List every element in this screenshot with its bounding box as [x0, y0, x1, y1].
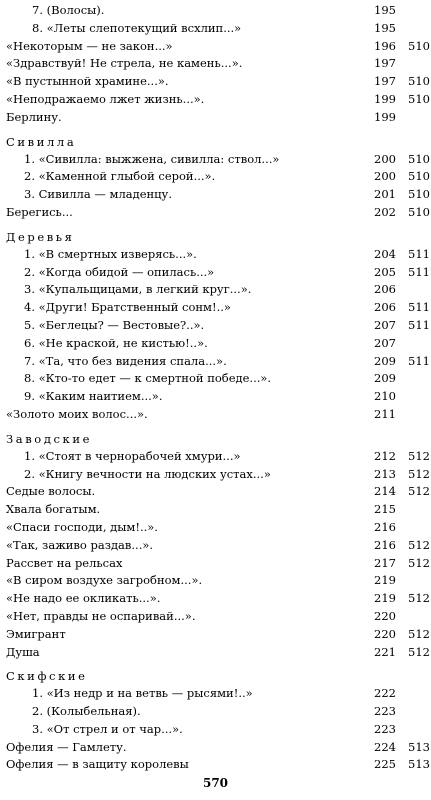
toc-entry [6, 186, 430, 204]
entry-title: 3. Сивилла — младенцу. [24, 187, 172, 202]
entry-page: 196 [374, 38, 396, 53]
entry-title: 3. «Купальщицами, в легкий круг...». [24, 282, 252, 297]
entry-title: 2. «Каменной глыбой серой...». [24, 169, 216, 184]
entry-note-page: 510 [408, 204, 430, 219]
entry-title: 1. «Сивилла: выжжена, сивилла: ствол...» [24, 151, 280, 166]
section-title: Деревья [6, 229, 75, 244]
entry-title: «Не надо ее окликать...». [6, 591, 161, 606]
entry-page: 209 [374, 353, 396, 368]
toc-entry [6, 109, 425, 127]
section-heading [6, 127, 425, 151]
entry-note-page: 510 [408, 187, 430, 202]
toc-entry [6, 91, 430, 109]
entry-page: 206 [374, 282, 396, 297]
toc-entry [6, 739, 430, 757]
entry-page: 223 [374, 721, 396, 736]
toc-entry [6, 448, 430, 466]
entry-page: 214 [374, 484, 396, 499]
toc-entry [6, 644, 430, 662]
section-title: Заводские [6, 431, 92, 446]
page-number: 570 [202, 776, 229, 790]
entry-note-page: 512 [408, 626, 430, 641]
entry-page: 210 [374, 389, 396, 404]
entry-note-page: 511 [408, 264, 430, 279]
entry-page: 225 [374, 757, 396, 772]
entry-title: Офелия — Гамлету. [6, 739, 127, 754]
entry-title: 7. «Та, что без видения спала...». [24, 353, 227, 368]
toc-entry [6, 168, 430, 186]
toc-entry [6, 73, 430, 91]
entry-note-page: 511 [408, 317, 430, 332]
entry-note-page: 512 [408, 484, 430, 499]
entry-title: «В сиром воздухе загробном...». [6, 573, 203, 588]
entry-note-page: 513 [408, 757, 430, 772]
entry-note-page: 512 [408, 448, 430, 463]
section-heading [6, 661, 425, 685]
entry-page: 215 [374, 502, 396, 517]
toc-entry [6, 353, 430, 371]
toc-entry [6, 590, 430, 608]
toc-entry [6, 572, 425, 590]
entry-page: 213 [374, 466, 396, 481]
entry-title: 6. «Не краской, не кистью!..». [24, 335, 208, 350]
entry-page: 201 [374, 187, 396, 202]
entry-title: 1. «В смертных изверясь...». [24, 246, 197, 261]
table-of-contents [6, 2, 430, 774]
entry-title: Хвала богатым. [6, 502, 101, 517]
toc-entry [6, 2, 425, 20]
entry-title: Рассвет на рельсах [6, 555, 123, 570]
toc-entry [6, 519, 425, 537]
toc-entry [6, 55, 425, 73]
entry-page: 207 [374, 335, 396, 350]
entry-title: 7. (Волосы). [32, 3, 105, 17]
entry-page: 216 [374, 519, 396, 534]
entry-note-page: 510 [408, 74, 430, 89]
section-heading [6, 424, 425, 448]
entry-title: Офелия — в защиту королевы [6, 757, 189, 772]
toc-entry [6, 388, 425, 406]
entry-page: 200 [374, 169, 396, 184]
entry-page: 216 [374, 537, 396, 552]
toc-entry [6, 20, 425, 38]
entry-title: «В пустынной храмине...». [6, 74, 169, 89]
section-heading [6, 222, 425, 246]
entry-page: 206 [374, 300, 396, 315]
entry-page: 220 [374, 626, 396, 641]
entry-title: «Некоторым — не закон...» [6, 38, 173, 53]
section-title: Сивилла [6, 134, 77, 149]
entry-page: 195 [374, 3, 396, 17]
entry-page: 205 [374, 264, 396, 279]
entry-page: 209 [374, 371, 396, 386]
entry-note-page: 510 [408, 91, 430, 106]
section-title: Скифские [6, 669, 88, 684]
toc-entry [6, 264, 430, 282]
entry-title: Седые волосы. [6, 484, 96, 499]
entry-page: 220 [374, 608, 396, 623]
toc-entry [6, 281, 425, 299]
entry-title: «Золото моих волос...». [6, 406, 148, 421]
toc-entry [6, 703, 425, 721]
entry-note-page: 512 [408, 537, 430, 552]
entry-title: 8. «Леты слепотекущий всхлип...» [32, 20, 242, 35]
entry-page: 224 [374, 739, 396, 754]
entry-title: 3. «От стрел и от чар...». [32, 721, 183, 736]
toc-entry [6, 204, 430, 222]
toc-entry [6, 317, 430, 335]
entry-note-page: 512 [408, 466, 430, 481]
entry-page: 212 [374, 448, 396, 463]
entry-note-page: 510 [408, 38, 430, 53]
entry-note-page: 512 [408, 644, 430, 659]
entry-title: 2. «Когда обидой — опилась...» [24, 264, 215, 279]
entry-page: 222 [374, 686, 396, 701]
entry-title: «Так, заживо раздав...». [6, 537, 154, 552]
entry-title: 2. «Книгу вечности на людских устах...» [24, 466, 271, 481]
entry-page: 202 [374, 204, 396, 219]
entry-title: 4. «Други! Братственный сонм!..» [24, 300, 231, 315]
toc-entry [6, 370, 425, 388]
toc-entry [6, 756, 430, 774]
toc-entry [6, 626, 430, 644]
toc-entry [6, 466, 430, 484]
toc-entry [6, 685, 425, 703]
entry-page: 197 [374, 74, 396, 89]
entry-page: 219 [374, 573, 396, 588]
entry-title: 2. (Колыбельная). [32, 704, 141, 719]
entry-title: «Нет, правды не оспаривай...». [6, 608, 196, 623]
toc-entry [6, 555, 430, 573]
entry-page: 199 [374, 109, 396, 124]
toc-entry [6, 406, 425, 424]
entry-note-page: 512 [408, 591, 430, 606]
entry-title: 1. «Из недр и на ветвь — рысями!..» [32, 686, 253, 701]
toc-entry [6, 721, 425, 739]
entry-title: Эмигрант [6, 626, 66, 641]
toc-entry [6, 501, 425, 519]
entry-page: 200 [374, 151, 396, 166]
entry-page: 207 [374, 317, 396, 332]
entry-title: «Спаси господи, дым!..». [6, 519, 158, 534]
toc-entry [6, 299, 430, 317]
entry-title: «Здравствуй! Не стрела, не камень...». [6, 56, 243, 71]
entry-note-page: 511 [408, 300, 430, 315]
toc-entry [6, 151, 430, 169]
entry-note-page: 513 [408, 739, 430, 754]
entry-title: 5. «Беглецы? — Вестовые?..». [24, 317, 205, 332]
toc-entry [6, 537, 430, 555]
entry-page: 211 [374, 406, 396, 421]
entry-page: 221 [374, 644, 396, 659]
entry-note-page: 510 [408, 151, 430, 166]
entry-page: 204 [374, 246, 396, 261]
entry-page: 197 [374, 56, 396, 71]
toc-entry [6, 608, 425, 626]
toc-entry [6, 483, 430, 501]
entry-title: Берлину. [6, 109, 62, 124]
entry-title: «Неподражаемо лжет жизнь...». [6, 91, 205, 106]
entry-page: 219 [374, 591, 396, 606]
entry-title: Берегись... [6, 204, 73, 219]
entry-page: 223 [374, 704, 396, 719]
entry-page: 199 [374, 91, 396, 106]
entry-title: 1. «Стоят в чернорабочей хмури...» [24, 448, 241, 463]
toc-entry [6, 38, 430, 56]
entry-note-page: 510 [408, 169, 430, 184]
entry-page: 217 [374, 555, 396, 570]
entry-page: 195 [374, 20, 396, 35]
toc-entry [6, 335, 425, 353]
toc-entry [6, 246, 430, 264]
entry-title: 9. «Каким наитием...». [24, 389, 163, 404]
entry-title: 8. «Кто-то едет — к смертной победе...». [24, 371, 272, 386]
entry-note-page: 512 [408, 555, 430, 570]
entry-note-page: 511 [408, 246, 430, 261]
entry-title: Душа [6, 644, 40, 659]
entry-note-page: 511 [408, 353, 430, 368]
